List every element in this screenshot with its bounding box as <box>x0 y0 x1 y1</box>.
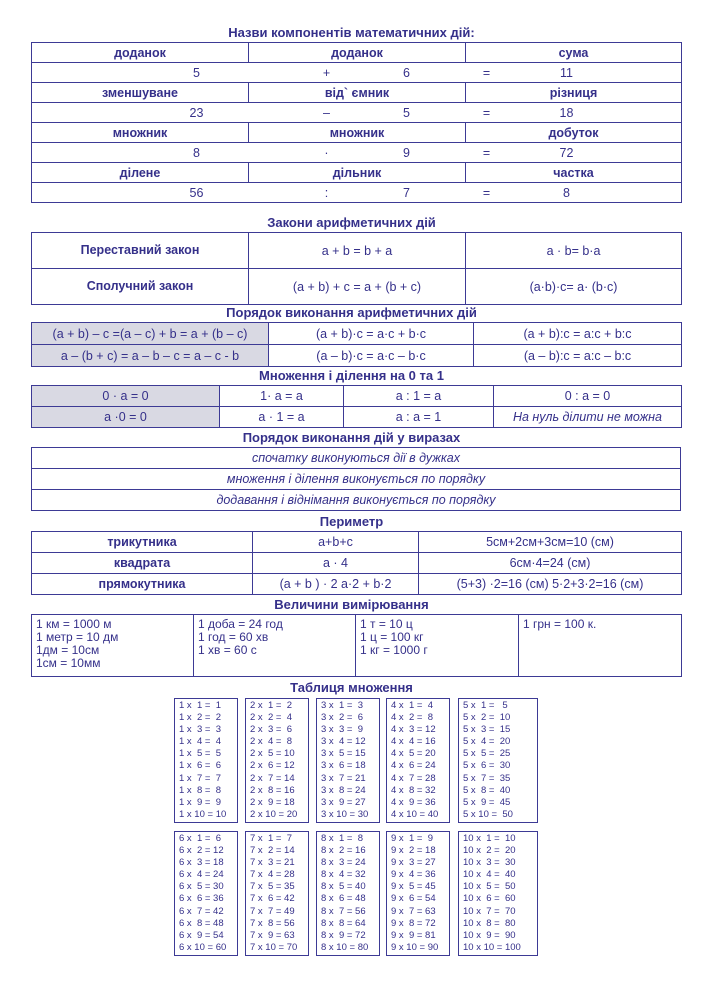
comp-values <box>32 143 682 163</box>
times-fact: 8 x 8 = 64 <box>321 917 366 929</box>
times-fact: 1 x 2 = 2 <box>179 712 221 724</box>
times-fact: 6 x 2 = 12 <box>179 845 224 857</box>
unit-rule: 1 кг = 1000 г <box>360 643 428 657</box>
times-fact: 4 x 6 = 24 <box>391 760 436 772</box>
times-fact: 5 x 6 = 30 <box>463 760 511 772</box>
times-fact: 10 x 5 = 50 <box>463 881 516 893</box>
times-fact: 2 x 9 = 18 <box>250 796 295 808</box>
order-formula: a – (b + c) = a – b – c = a – c - b <box>32 345 269 367</box>
times-fact: 5 x 8 = 40 <box>463 784 511 796</box>
comp-op: · <box>324 145 329 160</box>
perimeter-formula: a · 4 <box>253 553 419 574</box>
comp-values <box>32 63 682 83</box>
times-fact: 9 x 6 = 54 <box>391 893 436 905</box>
times-fact: 9 x 4 = 36 <box>391 869 436 881</box>
comp-op: : <box>324 185 329 200</box>
units-money <box>519 615 682 677</box>
times-fact: 3 x 1 = 3 <box>321 700 363 711</box>
unit-rule: 1 доба = 24 год <box>198 617 283 631</box>
comp-header: ділене <box>32 163 249 183</box>
units-mass <box>356 615 519 677</box>
times-fact: 5 x 2 = 10 <box>463 712 511 724</box>
zero-one-rule: a ·0 = 0 <box>32 407 220 428</box>
perimeter-example: 5см+2см+3см=10 (см) <box>419 532 682 553</box>
times-fact: 3 x 8 = 24 <box>321 784 366 796</box>
unit-rule: 1дм = 10см <box>36 643 100 657</box>
times-fact: 6 x 7 = 42 <box>179 905 224 917</box>
times-table-5 <box>458 698 538 823</box>
times-fact: 10 x 6 = 60 <box>463 893 516 905</box>
laws-table <box>31 232 682 305</box>
times-fact: 4 x 5 = 20 <box>391 748 436 760</box>
times-fact: 10 x 2 = 20 <box>463 845 516 857</box>
zero-one-rule: 0 · a = 0 <box>32 386 220 407</box>
times-table-1 <box>174 698 238 823</box>
times-fact: 5 x 4 = 20 <box>463 736 511 748</box>
times-fact: 9 x 1 = 9 <box>391 833 433 844</box>
times-fact: 4 x 10 = 40 <box>391 808 439 820</box>
times-fact: 1 x 4 = 4 <box>179 736 221 748</box>
times-fact: 1 x 8 = 8 <box>179 784 221 796</box>
comp-header: різниця <box>466 83 682 103</box>
times-fact: 10 x 4 = 40 <box>463 869 516 881</box>
order-formula: (a + b):c = a:c + b:c <box>474 323 682 345</box>
comp-value: 8 <box>563 185 570 200</box>
comp-value: 9 <box>403 145 410 160</box>
order-formula: (a + b)·c = a·c + b·c <box>269 323 474 345</box>
times-fact: 2 x 5 = 10 <box>250 748 295 760</box>
components-table <box>31 42 682 203</box>
times-fact: 4 x 4 = 16 <box>391 736 436 748</box>
comp-value: 18 <box>559 105 574 120</box>
comp-op: = <box>482 185 491 200</box>
units-length <box>32 615 194 677</box>
times-fact: 9 x 8 = 72 <box>391 917 436 929</box>
times-fact: 10 x 7 = 70 <box>463 905 516 917</box>
zero-one-title: Множення і ділення на 0 та 1 <box>259 368 444 383</box>
times-fact: 10 x 10 = 100 <box>463 941 521 953</box>
times-fact: 4 x 9 = 36 <box>391 796 436 808</box>
times-fact: 3 x 2 = 6 <box>321 712 363 724</box>
unit-rule: 1 ц = 100 кг <box>360 630 424 644</box>
times-fact: 2 x 10 = 20 <box>250 808 298 820</box>
times-fact: 2 x 2 = 4 <box>250 712 292 724</box>
comp-value: 56 <box>189 185 204 200</box>
times-fact: 8 x 10 = 80 <box>321 941 369 953</box>
times-table-10 <box>458 831 538 956</box>
times-table-3 <box>316 698 380 823</box>
comp-header: зменшуване <box>32 83 249 103</box>
times-fact: 6 x 5 = 30 <box>179 881 224 893</box>
comp-value: 5 <box>193 65 200 80</box>
times-fact: 1 x 9 = 9 <box>179 796 221 808</box>
zero-one-rule: a : a = 1 <box>344 407 494 428</box>
times-table-8 <box>316 831 380 956</box>
comp-value: 5 <box>403 105 410 120</box>
units-table <box>31 614 682 677</box>
times-fact: 6 x 8 = 48 <box>179 917 224 929</box>
unit-rule: 1см = 10мм <box>36 656 101 670</box>
comp-op: = <box>482 145 491 160</box>
times-fact: 5 x 10 = 50 <box>463 808 513 820</box>
times-fact: 1 x 6 = 6 <box>179 760 221 772</box>
times-fact: 9 x 5 = 45 <box>391 881 436 893</box>
times-fact: 8 x 3 = 24 <box>321 857 366 869</box>
perimeter-formula: a+b+c <box>253 532 419 553</box>
times-fact: 4 x 2 = 8 <box>391 712 433 724</box>
times-fact: 7 x 10 = 70 <box>250 941 298 953</box>
perimeter-shape: квадрата <box>32 553 253 574</box>
times-fact: 6 x 3 = 18 <box>179 857 224 869</box>
times-fact: 4 x 3 = 12 <box>391 724 436 736</box>
law-name: Переставний закон <box>32 233 249 269</box>
comp-value: 11 <box>560 65 573 80</box>
times-fact: 9 x 3 = 27 <box>391 857 436 869</box>
times-fact: 4 x 7 = 28 <box>391 772 436 784</box>
times-fact: 5 x 7 = 35 <box>463 772 511 784</box>
zero-one-rule: a · 1 = a <box>220 407 344 428</box>
times-fact: 9 x 10 = 90 <box>391 941 439 953</box>
times-fact: 3 x 3 = 9 <box>321 724 363 736</box>
unit-rule: 1 км = 1000 м <box>36 617 112 631</box>
times-fact: 6 x 6 = 36 <box>179 893 224 905</box>
expr-order-table <box>31 447 681 511</box>
times-fact: 7 x 3 = 21 <box>250 857 295 869</box>
zero-one-rule: 1· a = a <box>220 386 344 407</box>
times-fact: 8 x 9 = 72 <box>321 929 366 941</box>
times-fact: 3 x 4 = 12 <box>321 736 366 748</box>
times-fact: 7 x 2 = 14 <box>250 845 295 857</box>
times-fact: 5 x 9 = 45 <box>463 796 511 808</box>
times-fact: 2 x 6 = 12 <box>250 760 295 772</box>
times-fact: 7 x 4 = 28 <box>250 869 295 881</box>
laws-title: Закони арифметичних дій <box>267 215 436 230</box>
times-fact: 6 x 1 = 6 <box>179 833 221 844</box>
perimeter-example: (5+3) ·2=16 (см) 5·2+3·2=16 (см) <box>419 574 682 595</box>
unit-rule: 1 хв = 60 с <box>198 643 257 657</box>
times-fact: 5 x 5 = 25 <box>463 748 511 760</box>
zero-one-table <box>31 385 682 428</box>
comp-header: добуток <box>466 123 682 143</box>
times-table-7 <box>245 831 309 956</box>
law-formula: a + b = b + a <box>249 233 466 269</box>
times-fact: 2 x 4 = 8 <box>250 736 292 748</box>
comp-op: = <box>482 65 491 80</box>
times-fact: 3 x 10 = 30 <box>321 808 369 820</box>
times-fact: 7 x 6 = 42 <box>250 893 295 905</box>
comp-header: множник <box>249 123 466 143</box>
unit-rule: 1 год = 60 хв <box>198 630 269 644</box>
times-fact: 3 x 6 = 18 <box>321 760 366 772</box>
order-title: Порядок виконання арифметичних дій <box>226 305 477 320</box>
comp-value: 8 <box>193 145 200 160</box>
comp-header: сума <box>466 43 682 63</box>
times-fact: 8 x 4 = 32 <box>321 869 366 881</box>
times-fact: 7 x 8 = 56 <box>250 917 295 929</box>
times-fact: 5 x 3 = 15 <box>463 724 511 736</box>
times-table-2 <box>245 698 309 823</box>
perimeter-title: Периметр <box>319 514 384 529</box>
unit-rule: 1 грн = 100 к. <box>523 617 597 631</box>
comp-op: = <box>482 105 491 120</box>
zero-one-rule: На нуль ділити не можна <box>494 407 682 428</box>
law-formula: (a + b) + c = a + (b + c) <box>249 269 466 305</box>
times-fact: 4 x 8 = 32 <box>391 784 436 796</box>
components-title: Назви компонентів математичних дій: <box>228 25 475 40</box>
times-fact: 1 x 7 = 7 <box>179 772 221 784</box>
times-fact: 6 x 4 = 24 <box>179 869 224 881</box>
comp-header: доданок <box>249 43 466 63</box>
expr-order-title: Порядок виконання дій у виразах <box>242 430 461 445</box>
times-fact: 9 x 2 = 18 <box>391 845 436 857</box>
times-fact: 3 x 9 = 27 <box>321 796 366 808</box>
perimeter-example: 6см·4=24 (см) <box>419 553 682 574</box>
times-fact: 8 x 2 = 16 <box>321 845 366 857</box>
comp-header: доданок <box>32 43 249 63</box>
times-table-4 <box>386 698 450 823</box>
times-fact: 2 x 3 = 6 <box>250 724 292 736</box>
comp-value: 72 <box>559 145 574 160</box>
times-fact: 7 x 1 = 7 <box>250 833 292 844</box>
unit-rule: 1 метр = 10 дм <box>36 630 119 644</box>
unit-rule: 1 т = 10 ц <box>360 617 413 631</box>
units-title: Величини вимірювання <box>274 597 429 612</box>
times-fact: 1 x 3 = 3 <box>179 724 221 736</box>
times-fact: 10 x 1 = 10 <box>463 833 516 844</box>
times-fact: 2 x 7 = 14 <box>250 772 295 784</box>
times-fact: 7 x 7 = 49 <box>250 905 295 917</box>
units-time <box>194 615 356 677</box>
times-fact: 2 x 8 = 16 <box>250 784 295 796</box>
expr-order-step: множення і ділення виконується по порядку <box>32 469 681 490</box>
perimeter-formula: (a + b ) · 2 a·2 + b·2 <box>253 574 419 595</box>
comp-op: + <box>322 65 331 80</box>
comp-header: від` ємник <box>249 83 466 103</box>
times-fact: 1 x 5 = 5 <box>179 748 221 760</box>
comp-header: частка <box>466 163 682 183</box>
times-fact: 7 x 5 = 35 <box>250 881 295 893</box>
times-fact: 8 x 1 = 8 <box>321 833 363 844</box>
zero-one-rule: 0 : a = 0 <box>494 386 682 407</box>
times-table-6 <box>174 831 238 956</box>
times-fact: 8 x 7 = 56 <box>321 905 366 917</box>
times-fact: 10 x 8 = 80 <box>463 917 516 929</box>
comp-header: множник <box>32 123 249 143</box>
times-fact: 1 x 10 = 10 <box>179 808 227 820</box>
times-fact: 9 x 9 = 81 <box>391 929 436 941</box>
times-fact: 6 x 9 = 54 <box>179 929 224 941</box>
comp-value: 6 <box>403 65 410 80</box>
order-formula: (a + b) – c =(a – c) + b = a + (b – c) <box>32 323 269 345</box>
times-fact: 3 x 5 = 15 <box>321 748 366 760</box>
law-formula: (a·b)·c= a· (b·c) <box>466 269 682 305</box>
law-formula: a · b= b·a <box>466 233 682 269</box>
times-fact: 8 x 5 = 40 <box>321 881 366 893</box>
times-fact: 10 x 9 = 90 <box>463 929 516 941</box>
order-formula: (a – b):c = a:c – b:c <box>474 345 682 367</box>
order-table <box>31 322 682 367</box>
law-name: Сполучний закон <box>32 269 249 305</box>
comp-values <box>32 183 682 203</box>
times-fact: 6 x 10 = 60 <box>179 941 227 953</box>
times-fact: 8 x 6 = 48 <box>321 893 366 905</box>
times-fact: 5 x 1 = 5 <box>463 700 508 711</box>
times-fact: 10 x 3 = 30 <box>463 857 516 869</box>
zero-one-rule: a : 1 = a <box>344 386 494 407</box>
comp-header: дільник <box>249 163 466 183</box>
expr-order-step: додавання і віднімання виконується по порядку <box>32 490 681 511</box>
comp-value: 7 <box>403 185 410 200</box>
times-fact: 9 x 7 = 63 <box>391 905 436 917</box>
times-fact: 7 x 9 = 63 <box>250 929 295 941</box>
comp-value: 23 <box>189 105 204 120</box>
comp-values <box>32 103 682 123</box>
perimeter-shape: прямокутника <box>32 574 253 595</box>
times-fact: 4 x 1 = 4 <box>391 700 433 711</box>
times-title: Таблиця множення <box>290 680 413 695</box>
times-fact: 3 x 7 = 21 <box>321 772 366 784</box>
perimeter-shape: трикутника <box>32 532 253 553</box>
expr-order-step: спочатку виконуються дії в дужках <box>32 448 681 469</box>
times-table-9 <box>386 831 450 956</box>
perimeter-table <box>31 531 682 595</box>
comp-op: – <box>323 105 330 120</box>
times-fact: 1 x 1 = 1 <box>179 700 221 711</box>
order-formula: (a – b)·c = a·c – b·c <box>269 345 474 367</box>
times-fact: 2 x 1 = 2 <box>250 700 292 711</box>
